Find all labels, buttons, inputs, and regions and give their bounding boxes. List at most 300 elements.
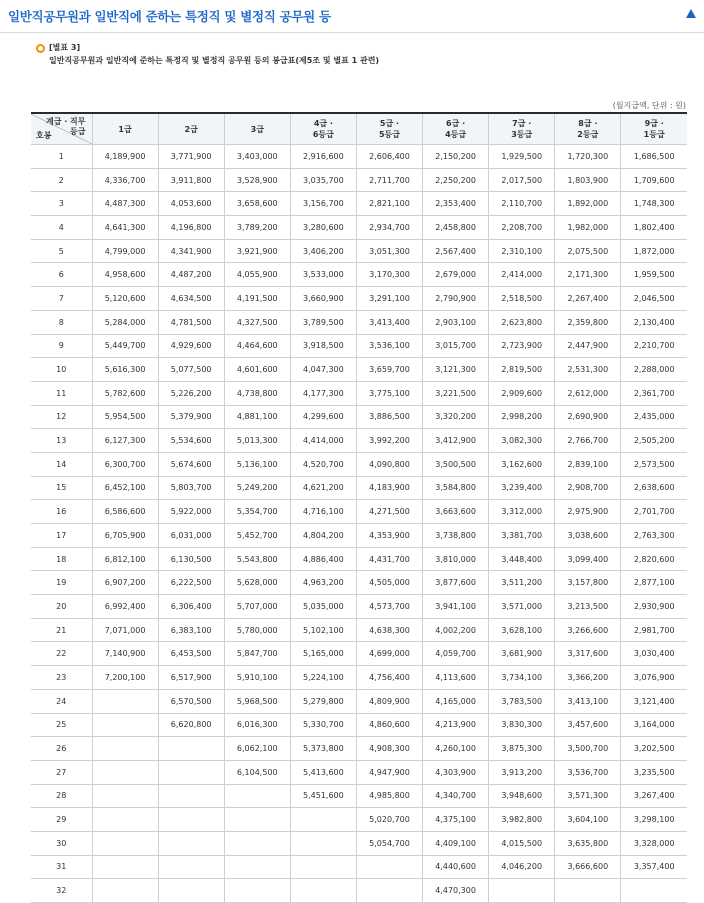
salary-cell	[92, 831, 158, 855]
salary-cell	[224, 879, 290, 903]
table-row	[31, 879, 687, 903]
salary-cell: 6,130,500	[158, 547, 224, 571]
salary-cell: 4,353,900	[356, 524, 422, 548]
salary-cell: 4,177,300	[290, 381, 356, 405]
salary-cell: 2,766,700	[555, 429, 621, 453]
column-header: 9급 · 1등급	[621, 113, 687, 145]
salary-cell: 1,803,900	[555, 168, 621, 192]
step-cell: 10	[31, 358, 92, 382]
salary-cell: 3,038,600	[555, 524, 621, 548]
salary-cell: 4,985,800	[356, 784, 422, 808]
step-cell: 27	[31, 760, 92, 784]
step-cell: 16	[31, 500, 92, 524]
salary-cell: 3,170,300	[356, 263, 422, 287]
salary-cell: 3,035,700	[290, 168, 356, 192]
table-row	[31, 642, 687, 666]
salary-cell: 3,536,100	[356, 334, 422, 358]
salary-cell: 3,164,000	[621, 713, 687, 737]
salary-cell	[224, 855, 290, 879]
table-row	[31, 381, 687, 405]
salary-cell: 4,299,600	[290, 405, 356, 429]
salary-cell: 2,916,600	[290, 145, 356, 169]
salary-cell: 6,452,100	[92, 476, 158, 500]
salary-cell	[555, 879, 621, 903]
salary-cell: 6,383,100	[158, 618, 224, 642]
salary-cell: 3,500,700	[555, 737, 621, 761]
table-row	[31, 358, 687, 382]
salary-cell: 2,150,200	[423, 145, 489, 169]
salary-cell: 4,002,200	[423, 618, 489, 642]
circle-bullet-icon	[36, 44, 45, 53]
salary-cell: 5,102,100	[290, 618, 356, 642]
salary-cell: 2,679,000	[423, 263, 489, 287]
table-row	[31, 192, 687, 216]
salary-cell: 3,312,000	[489, 500, 555, 524]
salary-cell: 4,189,900	[92, 145, 158, 169]
salary-cell: 4,015,500	[489, 831, 555, 855]
salary-cell: 2,877,100	[621, 571, 687, 595]
salary-cell: 6,306,400	[158, 595, 224, 619]
salary-cell: 3,406,200	[290, 239, 356, 263]
salary-cell	[158, 855, 224, 879]
salary-cell: 2,763,300	[621, 524, 687, 548]
salary-cell	[489, 879, 555, 903]
salary-cell: 4,327,500	[224, 310, 290, 334]
salary-cell: 4,090,800	[356, 452, 422, 476]
salary-cell: 3,911,800	[158, 168, 224, 192]
salary-cell: 5,616,300	[92, 358, 158, 382]
salary-cell: 3,528,900	[224, 168, 290, 192]
salary-cell: 4,336,700	[92, 168, 158, 192]
step-cell: 28	[31, 784, 92, 808]
salary-cell: 2,359,800	[555, 310, 621, 334]
salary-cell: 7,071,000	[92, 618, 158, 642]
collapse-arrow-icon[interactable]	[686, 9, 696, 18]
step-cell: 11	[31, 381, 92, 405]
salary-cell: 1,686,500	[621, 145, 687, 169]
salary-cell: 5,077,500	[158, 358, 224, 382]
table-row	[31, 168, 687, 192]
salary-cell: 3,918,500	[290, 334, 356, 358]
salary-cell: 6,586,600	[92, 500, 158, 524]
salary-cell: 5,910,100	[224, 666, 290, 690]
salary-cell	[224, 784, 290, 808]
table-row	[31, 760, 687, 784]
salary-cell: 4,470,300	[423, 879, 489, 903]
table-row	[31, 239, 687, 263]
salary-cell: 5,013,300	[224, 429, 290, 453]
salary-cell: 4,860,600	[356, 713, 422, 737]
table-row	[31, 452, 687, 476]
salary-cell: 4,908,300	[356, 737, 422, 761]
step-cell: 22	[31, 642, 92, 666]
salary-cell: 3,099,400	[555, 547, 621, 571]
salary-cell: 4,341,900	[158, 239, 224, 263]
annex-heading	[36, 42, 704, 67]
salary-cell: 4,638,300	[356, 618, 422, 642]
salary-cell	[92, 760, 158, 784]
salary-cell: 3,213,500	[555, 595, 621, 619]
salary-cell: 2,790,900	[423, 287, 489, 311]
salary-cell	[92, 808, 158, 832]
salary-cell: 6,300,700	[92, 452, 158, 476]
salary-cell	[621, 879, 687, 903]
salary-cell: 2,458,800	[423, 216, 489, 240]
annex-label: [별표 3]	[49, 43, 81, 52]
salary-cell: 3,941,100	[423, 595, 489, 619]
table-row	[31, 500, 687, 524]
salary-cell: 6,016,300	[224, 713, 290, 737]
salary-cell: 6,127,300	[92, 429, 158, 453]
salary-cell: 5,452,700	[224, 524, 290, 548]
salary-cell: 1,720,300	[555, 145, 621, 169]
column-header: 8급 · 2등급	[555, 113, 621, 145]
salary-cell: 6,992,400	[92, 595, 158, 619]
salary-cell: 2,701,700	[621, 500, 687, 524]
salary-cell	[356, 855, 422, 879]
salary-cell: 4,716,100	[290, 500, 356, 524]
salary-cell: 2,267,400	[555, 287, 621, 311]
salary-cell: 4,958,600	[92, 263, 158, 287]
salary-cell: 3,015,700	[423, 334, 489, 358]
table-row	[31, 216, 687, 240]
table-row	[31, 524, 687, 548]
salary-cell: 2,821,100	[356, 192, 422, 216]
salary-cell: 2,903,100	[423, 310, 489, 334]
salary-cell	[290, 855, 356, 879]
table-row	[31, 547, 687, 571]
salary-cell: 3,320,200	[423, 405, 489, 429]
salary-cell: 3,239,400	[489, 476, 555, 500]
step-cell: 26	[31, 737, 92, 761]
salary-cell: 3,604,100	[555, 808, 621, 832]
section-header[interactable]	[0, 0, 704, 33]
table-row	[31, 689, 687, 713]
salary-cell	[158, 760, 224, 784]
salary-cell: 5,165,000	[290, 642, 356, 666]
salary-cell: 2,909,600	[489, 381, 555, 405]
step-cell: 12	[31, 405, 92, 429]
salary-cell: 3,875,300	[489, 737, 555, 761]
salary-cell: 3,291,100	[356, 287, 422, 311]
salary-cell: 3,366,200	[555, 666, 621, 690]
salary-cell: 4,046,200	[489, 855, 555, 879]
salary-cell: 2,046,500	[621, 287, 687, 311]
salary-cell	[158, 737, 224, 761]
salary-cell: 4,756,400	[356, 666, 422, 690]
section-title: 일반직공무원과 일반직에 준하는 특정직 및 별정직 공무원 등	[8, 9, 331, 24]
salary-cell: 3,681,900	[489, 642, 555, 666]
salary-cell: 4,213,900	[423, 713, 489, 737]
salary-cell: 4,781,500	[158, 310, 224, 334]
salary-cell: 5,330,700	[290, 713, 356, 737]
salary-cell: 3,266,600	[555, 618, 621, 642]
salary-cell: 3,738,800	[423, 524, 489, 548]
salary-cell: 4,804,200	[290, 524, 356, 548]
salary-cell: 3,992,200	[356, 429, 422, 453]
salary-cell: 2,447,900	[555, 334, 621, 358]
salary-cell: 2,075,500	[555, 239, 621, 263]
salary-cell: 3,571,000	[489, 595, 555, 619]
salary-cell: 2,690,900	[555, 405, 621, 429]
salary-cell: 4,047,300	[290, 358, 356, 382]
salary-cell: 6,031,000	[158, 524, 224, 548]
step-cell: 3	[31, 192, 92, 216]
salary-cell: 3,357,400	[621, 855, 687, 879]
salary-cell: 2,518,500	[489, 287, 555, 311]
salary-cell: 6,570,500	[158, 689, 224, 713]
salary-cell: 3,533,000	[290, 263, 356, 287]
salary-cell: 5,279,800	[290, 689, 356, 713]
salary-cell: 7,200,100	[92, 666, 158, 690]
salary-cell: 5,413,600	[290, 760, 356, 784]
salary-cell	[92, 855, 158, 879]
salary-cell: 3,663,600	[423, 500, 489, 524]
column-header: 2급	[158, 113, 224, 145]
step-cell: 17	[31, 524, 92, 548]
salary-cell: 3,317,600	[555, 642, 621, 666]
salary-cell: 3,511,200	[489, 571, 555, 595]
salary-cell: 5,674,600	[158, 452, 224, 476]
salary-cell: 2,110,700	[489, 192, 555, 216]
table-row	[31, 666, 687, 690]
step-cell: 9	[31, 334, 92, 358]
salary-cell: 5,249,200	[224, 476, 290, 500]
column-header: 1급	[92, 113, 158, 145]
salary-cell: 1,802,400	[621, 216, 687, 240]
salary-cell	[290, 879, 356, 903]
salary-cell	[158, 808, 224, 832]
salary-cell: 4,340,700	[423, 784, 489, 808]
salary-cell: 5,922,000	[158, 500, 224, 524]
table-row	[31, 287, 687, 311]
salary-cell	[224, 831, 290, 855]
salary-cell: 6,517,900	[158, 666, 224, 690]
salary-cell	[92, 689, 158, 713]
salary-cell: 5,534,600	[158, 429, 224, 453]
salary-cell: 2,606,400	[356, 145, 422, 169]
step-cell: 7	[31, 287, 92, 311]
salary-cell: 5,054,700	[356, 831, 422, 855]
salary-cell: 3,448,400	[489, 547, 555, 571]
table-row	[31, 855, 687, 879]
salary-cell: 5,954,500	[92, 405, 158, 429]
salary-table	[31, 112, 687, 903]
table-row	[31, 571, 687, 595]
salary-cell: 4,260,100	[423, 737, 489, 761]
column-header: 5급 · 5등급	[356, 113, 422, 145]
salary-cell: 5,707,000	[224, 595, 290, 619]
table-row	[31, 784, 687, 808]
salary-cell: 3,413,400	[356, 310, 422, 334]
step-cell: 13	[31, 429, 92, 453]
table-row	[31, 334, 687, 358]
salary-cell: 2,981,700	[621, 618, 687, 642]
salary-cell: 5,451,600	[290, 784, 356, 808]
salary-cell: 4,196,800	[158, 216, 224, 240]
salary-cell: 1,929,500	[489, 145, 555, 169]
salary-cell: 2,531,300	[555, 358, 621, 382]
table-row	[31, 429, 687, 453]
salary-cell: 3,412,900	[423, 429, 489, 453]
salary-cell: 5,020,700	[356, 808, 422, 832]
corner-header-cell	[31, 113, 92, 145]
salary-cell: 4,799,000	[92, 239, 158, 263]
salary-cell: 3,221,500	[423, 381, 489, 405]
salary-cell: 3,328,000	[621, 831, 687, 855]
salary-cell: 2,130,400	[621, 310, 687, 334]
column-header: 6급 · 4등급	[423, 113, 489, 145]
salary-cell: 2,908,700	[555, 476, 621, 500]
salary-cell: 4,440,600	[423, 855, 489, 879]
salary-cell: 3,162,600	[489, 452, 555, 476]
salary-cell: 3,584,800	[423, 476, 489, 500]
salary-cell: 4,929,600	[158, 334, 224, 358]
salary-cell: 3,659,700	[356, 358, 422, 382]
salary-cell: 3,121,300	[423, 358, 489, 382]
salary-cell: 2,839,100	[555, 452, 621, 476]
table-row	[31, 595, 687, 619]
step-cell: 19	[31, 571, 92, 595]
salary-cell: 2,310,100	[489, 239, 555, 263]
salary-cell: 2,210,700	[621, 334, 687, 358]
step-cell: 31	[31, 855, 92, 879]
step-cell: 4	[31, 216, 92, 240]
salary-cell: 5,226,200	[158, 381, 224, 405]
unit-note: (월지급액, 단위 : 원)	[612, 101, 686, 110]
salary-cell: 3,030,400	[621, 642, 687, 666]
salary-cell: 4,059,700	[423, 642, 489, 666]
salary-cell: 4,505,000	[356, 571, 422, 595]
salary-cell: 5,120,600	[92, 287, 158, 311]
salary-cell: 2,567,400	[423, 239, 489, 263]
salary-cell: 5,284,000	[92, 310, 158, 334]
salary-cell: 6,620,800	[158, 713, 224, 737]
salary-cell: 5,847,700	[224, 642, 290, 666]
salary-cell: 2,414,000	[489, 263, 555, 287]
salary-cell: 3,775,100	[356, 381, 422, 405]
salary-cell: 4,191,500	[224, 287, 290, 311]
salary-cell: 6,104,500	[224, 760, 290, 784]
section-content	[0, 33, 704, 896]
salary-cell: 2,975,900	[555, 500, 621, 524]
salary-cell: 5,373,800	[290, 737, 356, 761]
table-row	[31, 618, 687, 642]
salary-cell: 2,353,400	[423, 192, 489, 216]
salary-cell	[158, 784, 224, 808]
salary-cell: 2,435,000	[621, 405, 687, 429]
salary-cell: 3,660,900	[290, 287, 356, 311]
salary-cell: 6,812,100	[92, 547, 158, 571]
table-row	[31, 263, 687, 287]
salary-cell: 6,062,100	[224, 737, 290, 761]
salary-cell: 4,573,700	[356, 595, 422, 619]
salary-cell: 6,705,900	[92, 524, 158, 548]
step-cell: 8	[31, 310, 92, 334]
salary-cell: 6,453,500	[158, 642, 224, 666]
step-cell: 30	[31, 831, 92, 855]
salary-cell: 3,982,800	[489, 808, 555, 832]
column-header: 3급	[224, 113, 290, 145]
salary-cell: 1,892,000	[555, 192, 621, 216]
salary-cell: 4,487,200	[158, 263, 224, 287]
salary-cell: 2,819,500	[489, 358, 555, 382]
salary-cell: 3,913,200	[489, 760, 555, 784]
step-cell: 25	[31, 713, 92, 737]
step-cell: 32	[31, 879, 92, 903]
salary-cell: 4,601,600	[224, 358, 290, 382]
salary-cell: 3,658,600	[224, 192, 290, 216]
salary-cell: 3,157,800	[555, 571, 621, 595]
salary-cell	[356, 879, 422, 903]
salary-cell: 4,634,500	[158, 287, 224, 311]
salary-cell: 5,782,600	[92, 381, 158, 405]
salary-cell: 4,409,100	[423, 831, 489, 855]
salary-cell	[224, 808, 290, 832]
salary-cell: 2,820,600	[621, 547, 687, 571]
salary-cell	[92, 784, 158, 808]
salary-cell: 4,375,100	[423, 808, 489, 832]
salary-cell: 3,457,600	[555, 713, 621, 737]
salary-cell: 4,055,900	[224, 263, 290, 287]
salary-cell: 2,573,500	[621, 452, 687, 476]
salary-cell: 3,830,300	[489, 713, 555, 737]
step-cell: 14	[31, 452, 92, 476]
salary-cell: 6,907,200	[92, 571, 158, 595]
salary-cell: 2,711,700	[356, 168, 422, 192]
salary-cell	[92, 713, 158, 737]
table-body	[31, 145, 687, 903]
salary-cell: 3,666,600	[555, 855, 621, 879]
corner-step-label: 호봉	[36, 131, 52, 140]
salary-cell: 3,403,000	[224, 145, 290, 169]
table-row	[31, 737, 687, 761]
salary-cell: 2,612,000	[555, 381, 621, 405]
salary-cell	[158, 831, 224, 855]
salary-cell: 3,886,500	[356, 405, 422, 429]
salary-cell: 4,621,200	[290, 476, 356, 500]
step-cell: 1	[31, 145, 92, 169]
salary-cell: 3,877,600	[423, 571, 489, 595]
salary-cell: 4,183,900	[356, 476, 422, 500]
salary-cell: 3,267,400	[621, 784, 687, 808]
table-row	[31, 713, 687, 737]
table-row	[31, 831, 687, 855]
salary-cell: 1,872,000	[621, 239, 687, 263]
salary-cell: 3,571,300	[555, 784, 621, 808]
step-cell: 20	[31, 595, 92, 619]
salary-cell: 3,789,500	[290, 310, 356, 334]
step-cell: 21	[31, 618, 92, 642]
salary-cell: 4,881,100	[224, 405, 290, 429]
salary-cell: 5,968,500	[224, 689, 290, 713]
corner-grade-label: 계급 · 직무 등급	[45, 117, 86, 136]
salary-cell: 3,628,100	[489, 618, 555, 642]
salary-cell: 7,140,900	[92, 642, 158, 666]
salary-cell: 5,136,100	[224, 452, 290, 476]
salary-cell: 4,699,000	[356, 642, 422, 666]
salary-cell: 4,947,900	[356, 760, 422, 784]
salary-cell: 2,930,900	[621, 595, 687, 619]
salary-cell: 2,723,900	[489, 334, 555, 358]
table-row	[31, 145, 687, 169]
salary-cell: 1,959,500	[621, 263, 687, 287]
salary-cell	[290, 808, 356, 832]
salary-cell: 3,921,900	[224, 239, 290, 263]
salary-cell: 3,051,300	[356, 239, 422, 263]
salary-cell: 3,734,100	[489, 666, 555, 690]
salary-cell: 3,810,000	[423, 547, 489, 571]
